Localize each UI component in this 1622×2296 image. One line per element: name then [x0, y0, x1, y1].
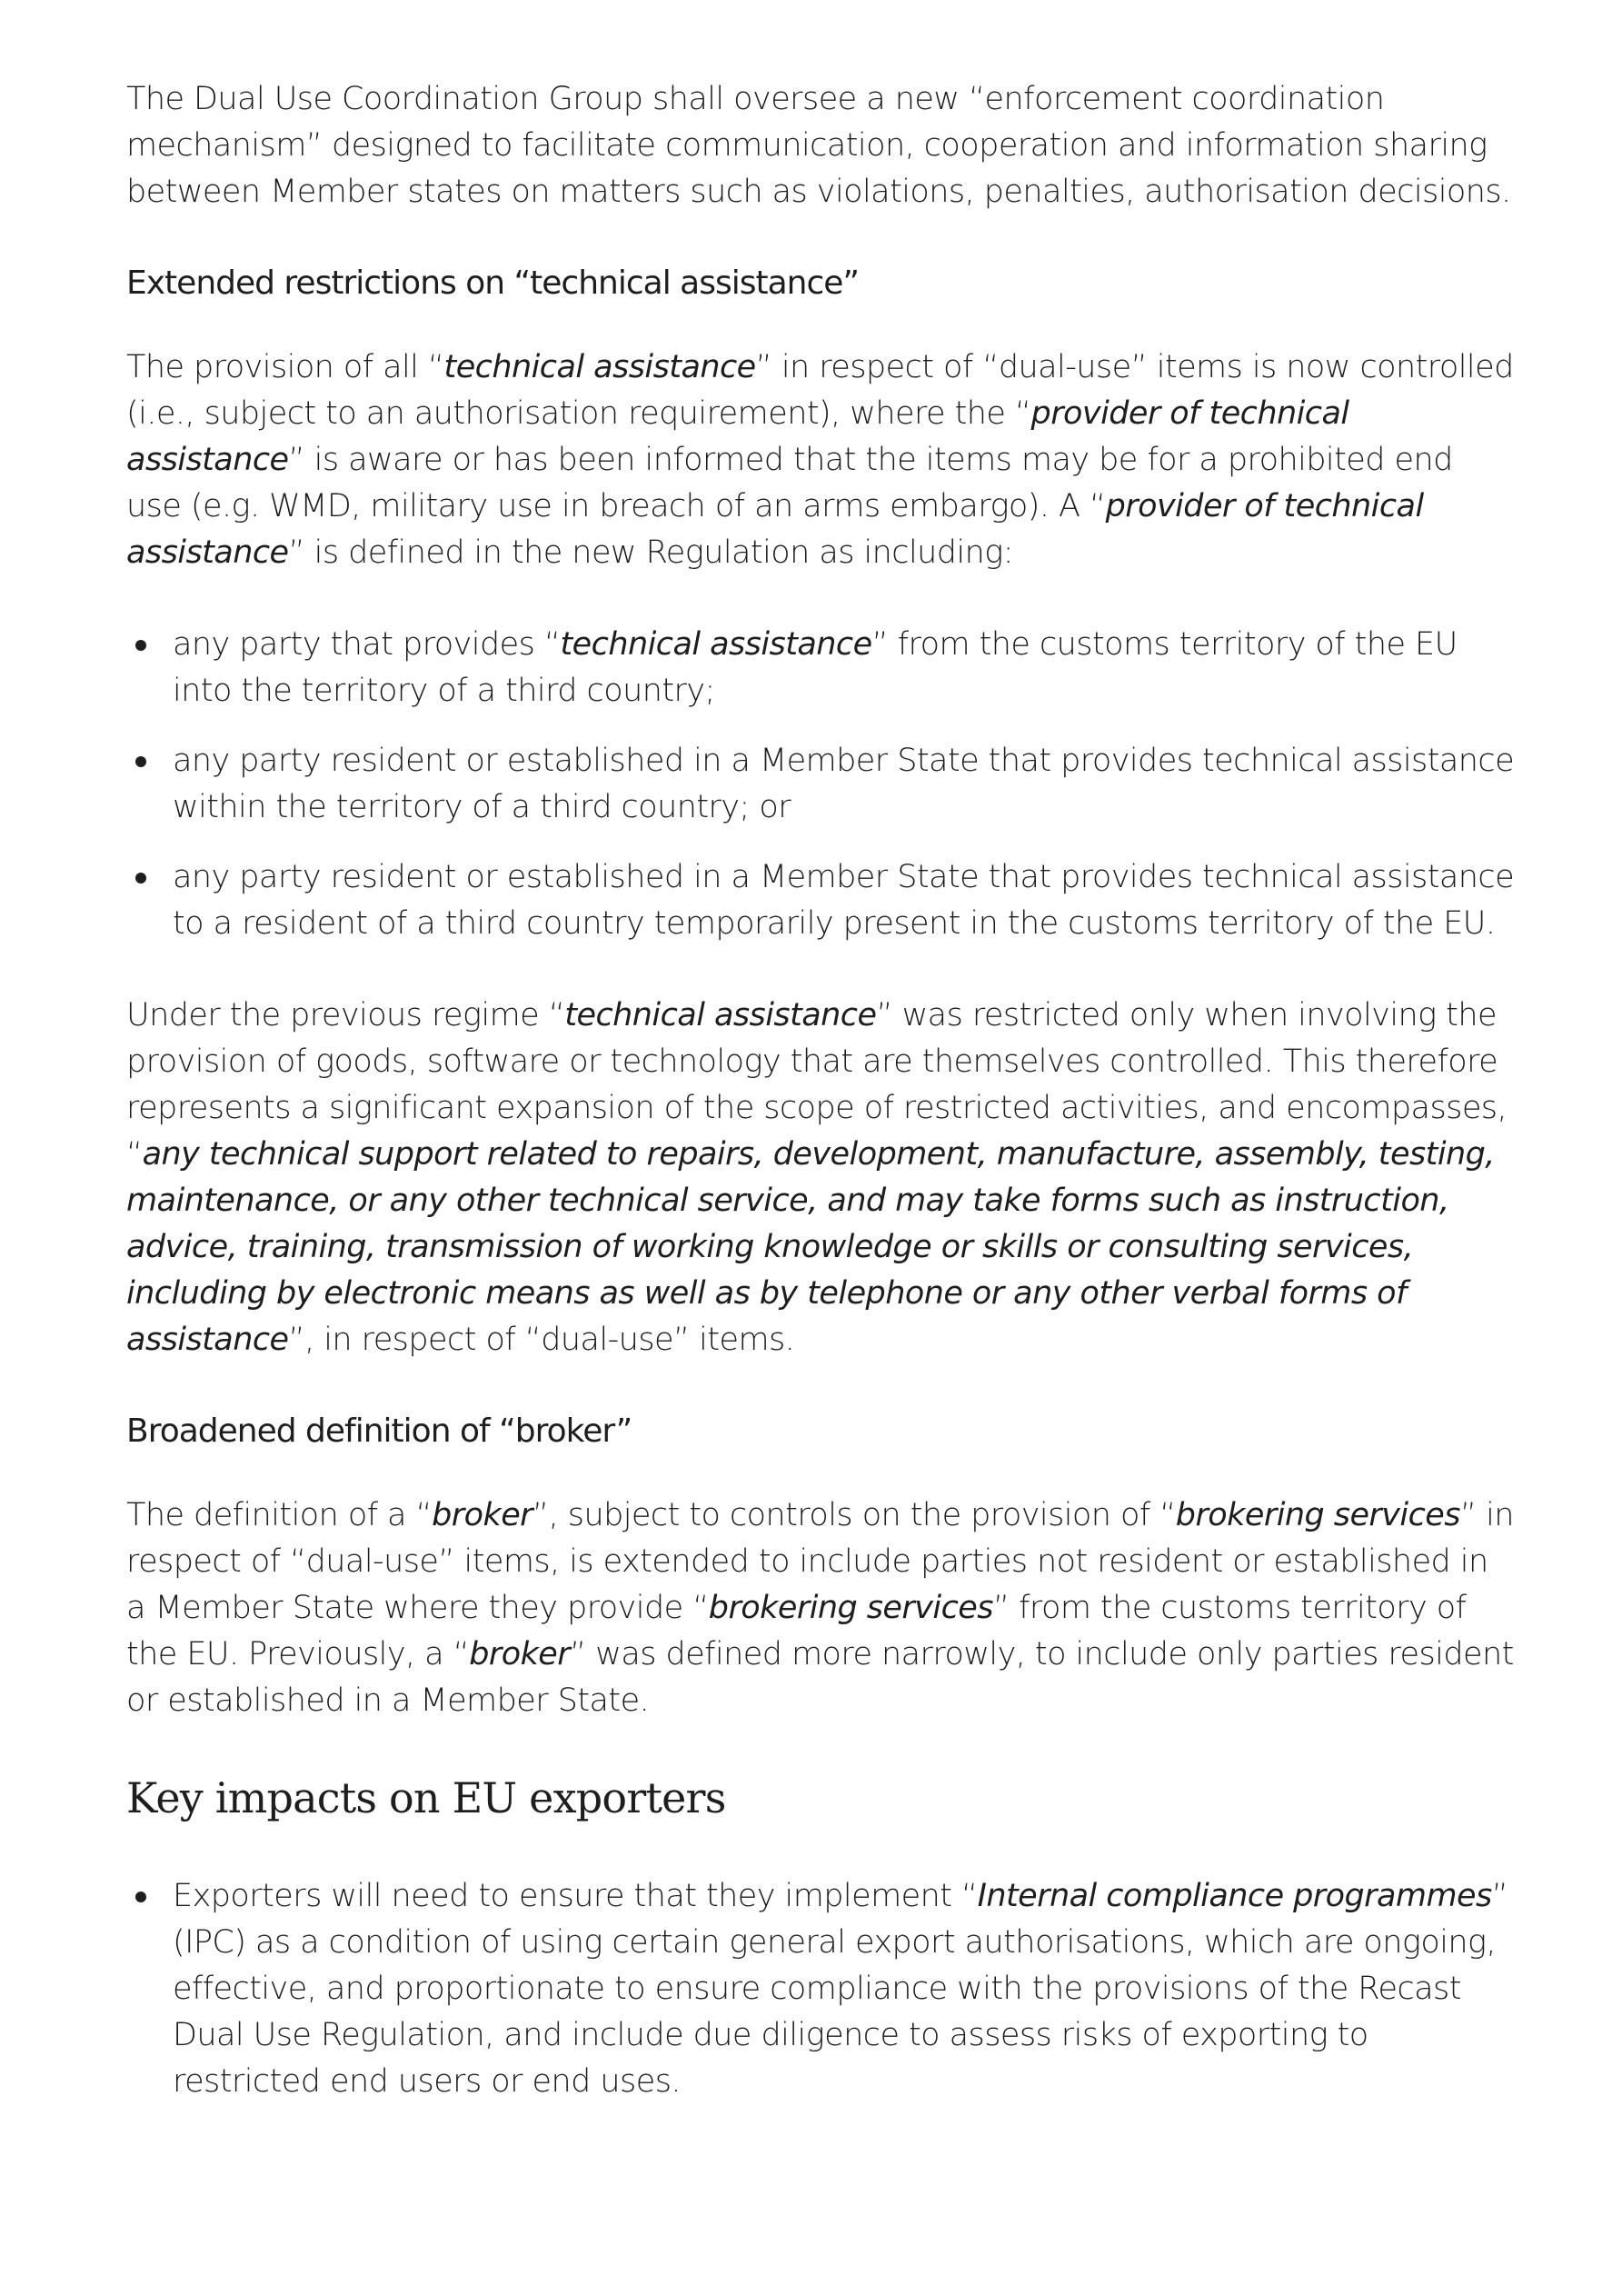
list-item [126, 738, 1517, 831]
bullet-dot-icon [135, 1892, 146, 1902]
italic-term: provider of technical assistance [126, 395, 1349, 478]
text-run: ” from the customs territory of the EU. Previously, a “ [126, 1590, 1467, 1672]
italic-term: broker [432, 1497, 533, 1533]
technical-assistance-heading: Extended restrictions on “technical assistance” [126, 265, 860, 302]
previous-regime-paragraph [126, 993, 1517, 1363]
text-run: ” from the customs territory of the EU into the territory of a third country; [173, 626, 1458, 709]
key-impacts-list [126, 1873, 1517, 2105]
text-run: ” (IPC) as a condition of using certain general export authorisations, which are ongoing, effective, and proportionate to ensure compliance with the provisions of the Recast Dual Use Regulation, and include due diligence to assess risks of exporting to restricted end users or end uses. [173, 1878, 1508, 2100]
text-run: ” is aware or has been informed that the items may be for a prohibited end use (e.g. WMD, military use in breach of an arms embargo). A “ [126, 442, 1453, 524]
text-run: The definition of a “ [126, 1497, 433, 1533]
key-impacts-heading: Key impacts on EU exporters [126, 1773, 726, 1822]
italic-term: brokering services [708, 1590, 993, 1626]
bullet-dot-icon [135, 756, 146, 767]
italic-term: technical assistance [443, 349, 756, 385]
italic-term: provider of technical assistance [126, 488, 1424, 571]
text-run: ”, in respect of “dual-use” items. [288, 1322, 795, 1358]
text-run: any party resident or established in a Member State that provides technical assistance to a resident of a third country temporarily present in the customs territory of the EU. [173, 859, 1515, 942]
list-item [126, 1873, 1517, 2105]
list-item [126, 622, 1517, 714]
text-run: ” was defined more narrowly, to include only parties resident or established in a Member State. [126, 1636, 1514, 1719]
bullet-dot-icon [135, 873, 146, 883]
bullet-dot-icon [135, 640, 146, 651]
italic-term: Internal compliance programmes [977, 1878, 1492, 1914]
broker-paragraph [126, 1492, 1517, 1724]
italic-term: technical assistance [560, 626, 872, 663]
intro-paragraph: The Dual Use Coordination Group shall oversee a new “enforcement coordination mechanism” designed to facilitate communication, cooperation and information sharing between Member states on matters such as violations, penalties, authorisation decisions. [126, 81, 1511, 210]
text-run: Exporters will need to ensure that they implement “ [173, 1878, 978, 1914]
text-run: any party resident or established in a Member State that provides technical assistance within the territory of a third country; or [173, 743, 1515, 825]
document-page [126, 76, 1517, 2151]
italic-term: brokering services [1175, 1497, 1460, 1533]
provider-definition-list [126, 622, 1517, 947]
text-run: ” in respect of “dual-use” items, is extended to include parties not resident or established in a Member State where they provide “ [126, 1497, 1514, 1626]
text-run: Under the previous regime “ [126, 997, 565, 1033]
text-run: ”, subject to controls on the provision of “ [532, 1497, 1176, 1533]
italic-term: broker [469, 1636, 571, 1672]
italic-term: technical assistance [564, 997, 877, 1033]
text-run: ” in respect of “dual-use” items is now controlled (i.e., subject to an authorisation requirement), where the “ [126, 349, 1514, 432]
text-run: ” is defined in the new Regulation as including: [288, 534, 1013, 571]
broker-heading: Broadened definition of “broker” [126, 1413, 632, 1450]
text-run: ” was restricted only when involving the provision of goods, software or technology that are themselves controlled. This therefore represents a significant expansion of the scope of restricted activities, and encompasses, “ [126, 997, 1508, 1173]
text-run: The provision of all “ [126, 349, 444, 385]
list-item [126, 854, 1517, 947]
technical-assistance-paragraph [126, 344, 1517, 576]
italic-quote: any technical support related to repairs, development, manufacture, assembly, testing, maintenance, or any other technical service, and may take forms such as instruction, advice, training, transmission of working knowledge or skills or consulting services, including by electronic means as well as by telephone or any other verbal forms of assistance [126, 1136, 1495, 1358]
text-run: any party that provides “ [173, 626, 561, 663]
